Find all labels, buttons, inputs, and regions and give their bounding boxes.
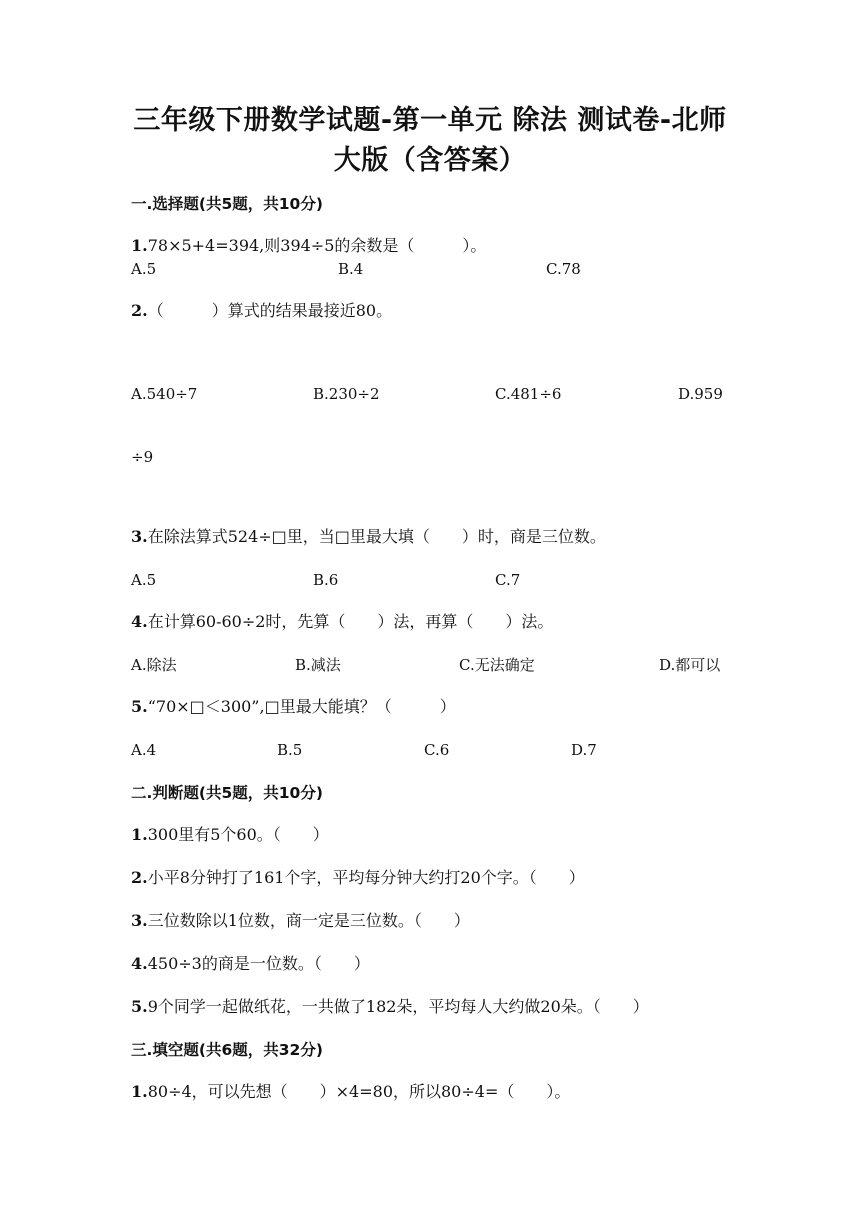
question-text: 80÷4，可以先想（ ）×4=80，所以80÷4=（ ）。	[147, 1082, 571, 1101]
question-number: 2.	[131, 868, 148, 887]
option-b: B.6	[313, 571, 339, 589]
question-number: 4.	[131, 954, 148, 973]
title-line-1: 三年级下册数学试题-第一单元 除法 测试卷-北师	[133, 105, 727, 136]
question-number: 2.	[131, 301, 148, 320]
question-text: “70×□＜300”,□里最大能填？（ ）	[147, 697, 456, 716]
section-header-judgment: 二.判断题(共5题，共10分)	[131, 784, 323, 802]
option-b: B.减法	[295, 656, 341, 674]
option-d-wrap: ÷9	[131, 448, 154, 466]
question-number: 3.	[131, 527, 148, 546]
judgment-question-5	[131, 997, 649, 1017]
question-number: 5.	[131, 997, 148, 1016]
question-text: 450÷3的商是一位数。（ ）	[147, 954, 370, 973]
question-text: 300里有5个60。（ ）	[147, 825, 329, 844]
option-b: B.5	[277, 741, 303, 759]
option-a: A.5	[131, 260, 157, 278]
option-a: A.540÷7	[131, 385, 198, 403]
option-c: C.无法确定	[459, 656, 535, 674]
question-number: 4.	[131, 612, 148, 631]
section-header-fill-blank: 三.填空题(共6题，共32分)	[131, 1041, 323, 1059]
choice-question-3	[131, 527, 606, 547]
option-b: B.4	[338, 260, 364, 278]
judgment-question-4	[131, 954, 370, 974]
question-number: 5.	[131, 697, 148, 716]
question-text: 9个同学一起做纸花，一共做了182朵，平均每人大约做20朵。（ ）	[147, 997, 649, 1016]
option-d: D.959	[678, 385, 723, 403]
question-text: 在除法算式524÷□里，当□里最大填（ ）时，商是三位数。	[147, 527, 606, 546]
choice-question-4	[131, 612, 553, 632]
question-text: 78×5+4=394,则394÷5的余数是（ ）。	[147, 236, 487, 255]
question-number: 3.	[131, 911, 148, 930]
question-text: 小平8分钟打了161个字，平均每分钟大约打20个字。（ ）	[147, 868, 585, 887]
option-d: D.都可以	[659, 656, 721, 674]
question-number: 1.	[131, 825, 148, 844]
question-number: 1.	[131, 236, 148, 255]
document-title	[100, 101, 760, 181]
option-c: C.481÷6	[495, 385, 562, 403]
judgment-question-3	[131, 911, 470, 931]
question-number: 1.	[131, 1082, 148, 1101]
choice-question-1	[131, 236, 486, 256]
judgment-question-1	[131, 825, 329, 845]
question-text: （ ）算式的结果最接近80。	[147, 301, 393, 320]
choice-question-5	[131, 697, 456, 717]
question-text: 三位数除以1位数，商一定是三位数。（ ）	[147, 911, 470, 930]
option-a: A.4	[131, 741, 157, 759]
judgment-question-2	[131, 868, 585, 888]
option-a: A.除法	[131, 656, 177, 674]
choice-question-2	[131, 301, 392, 321]
option-b: B.230÷2	[313, 385, 380, 403]
section-header-choice: 一.选择题(共5题，共10分)	[131, 195, 323, 213]
option-c: C.78	[546, 260, 581, 278]
option-a: A.5	[131, 571, 157, 589]
option-c: C.7	[495, 571, 521, 589]
option-c: C.6	[424, 741, 450, 759]
fill-question-1	[131, 1082, 570, 1102]
title-line-2: 大版（含答案）	[333, 145, 527, 176]
question-text: 在计算60-60÷2时，先算（ ）法，再算（ ）法。	[147, 612, 554, 631]
option-d: D.7	[571, 741, 597, 759]
